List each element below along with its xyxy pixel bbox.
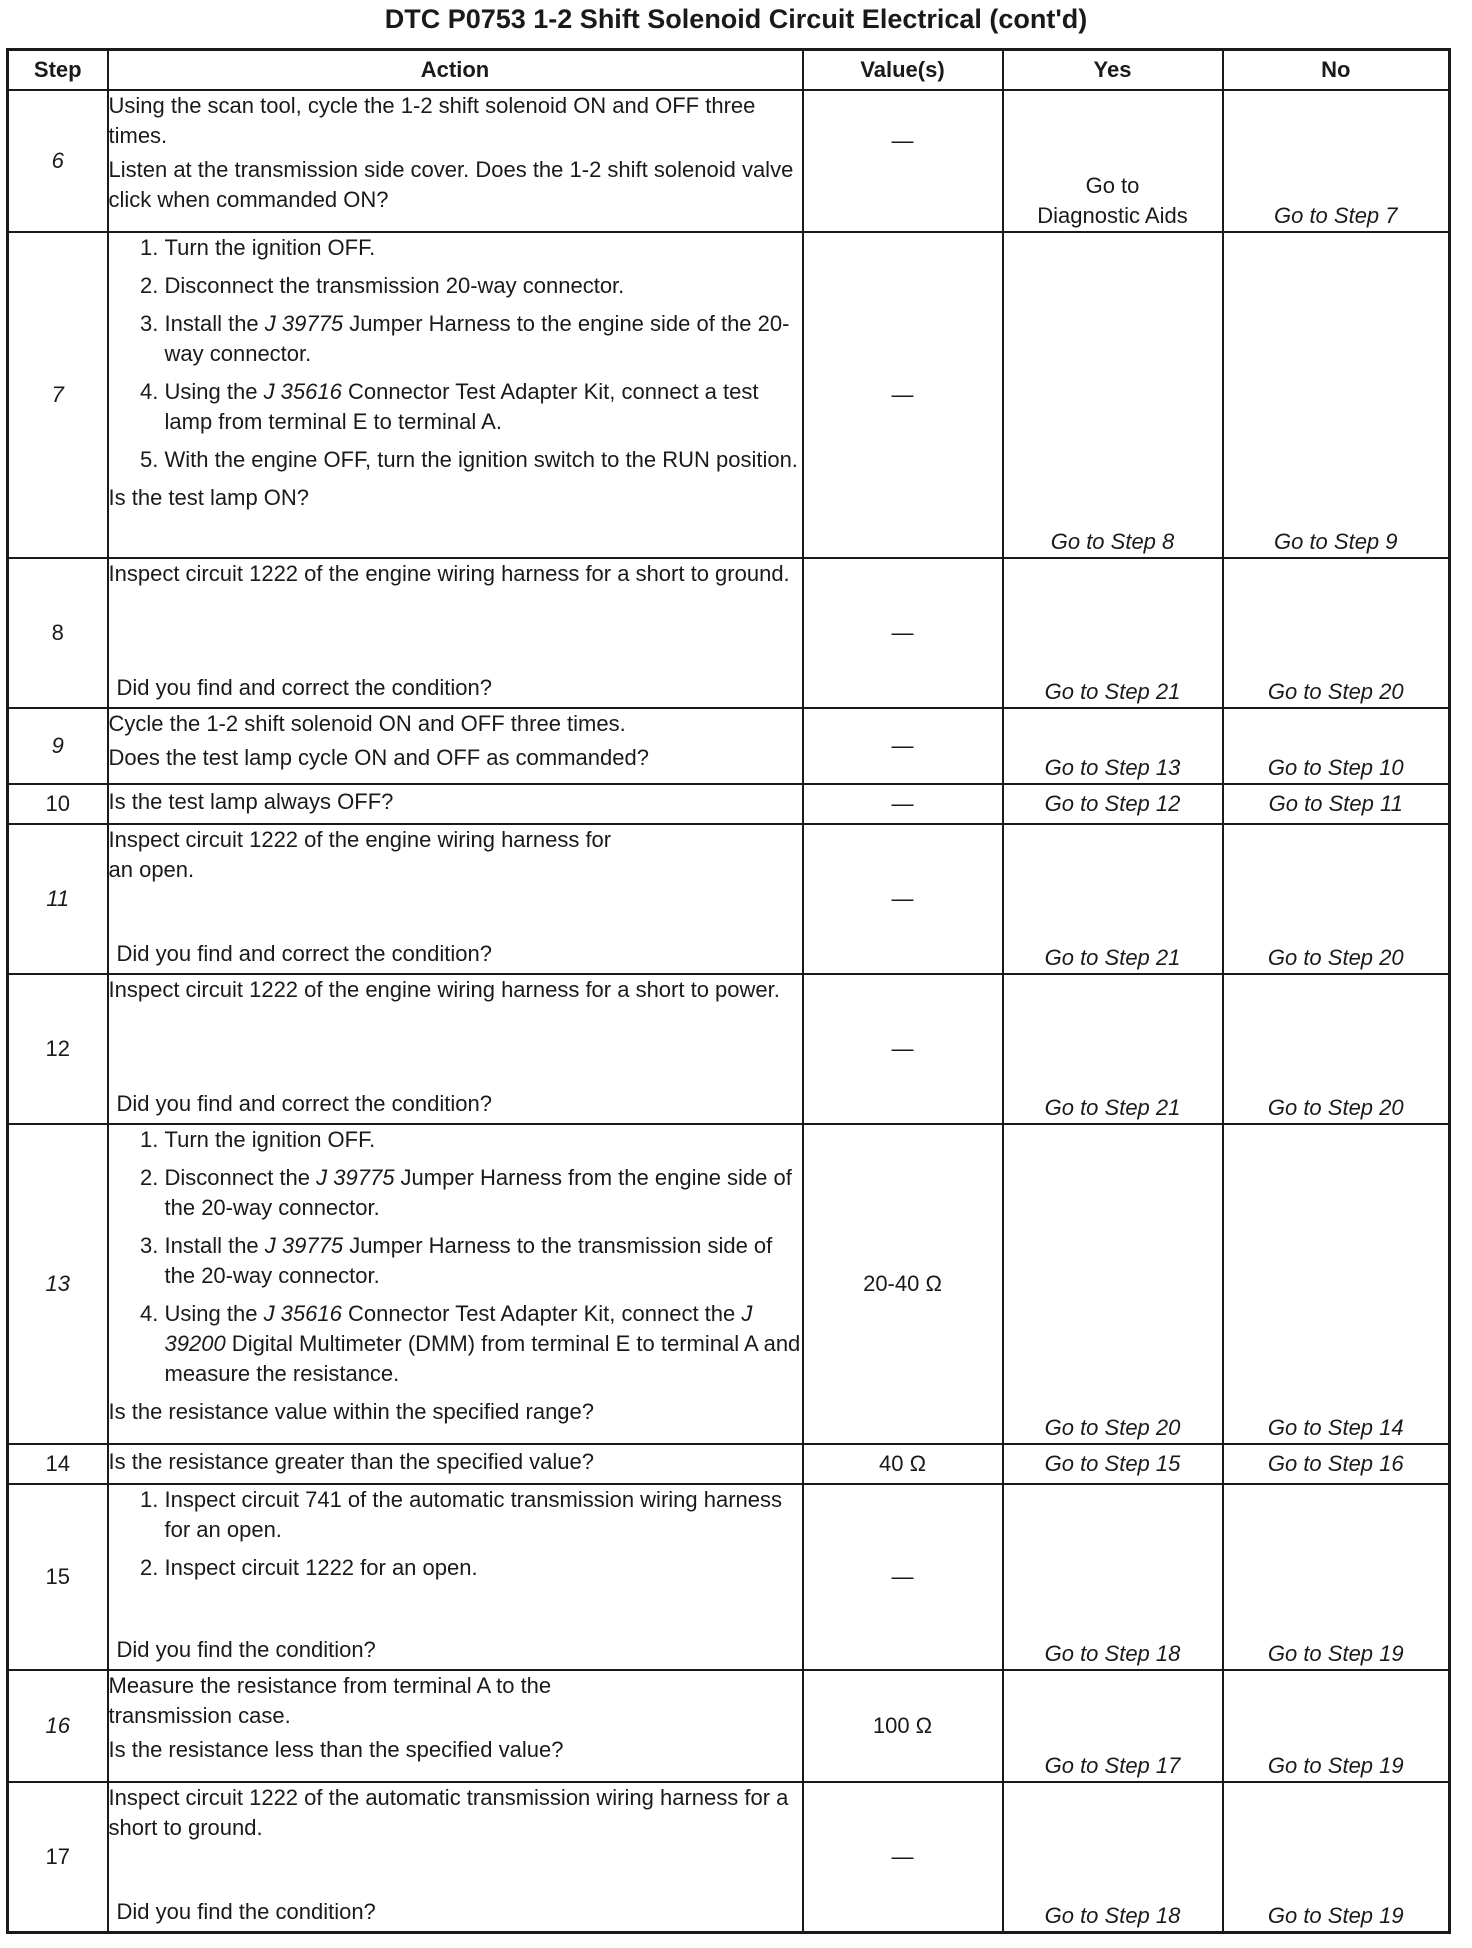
- action-question: Did you find the condition?: [116, 1637, 376, 1662]
- yes-cell: Go to Step 17: [1003, 1670, 1223, 1782]
- step-number: 10: [8, 784, 108, 824]
- action-text: Inspect circuit 1222 of the engine wiring harness for a short to ground.: [108, 561, 790, 586]
- step-number: 13: [8, 1124, 108, 1444]
- table-row: [8, 1484, 1450, 1670]
- no-cell: Go to Step 20: [1223, 824, 1450, 974]
- table-row: [8, 824, 1450, 974]
- table-row: [8, 1670, 1450, 1782]
- no-cell: Go to Step 19: [1223, 1670, 1450, 1782]
- action-question: Is the test lamp ON?: [108, 485, 310, 510]
- list-item: 3. Install the J 39775 Jumper Harness to the engine side of the 20-way connector.: [165, 309, 802, 369]
- action-question: Did you find the condition?: [116, 1898, 376, 1924]
- action-question: Is the test lamp always OFF?: [108, 789, 394, 814]
- action-cell: [108, 784, 803, 824]
- table-row: [8, 708, 1450, 784]
- action-list: [109, 1485, 802, 1583]
- value-cell: —: [803, 1782, 1003, 1932]
- yes-cell: Go to Step 8: [1003, 232, 1223, 558]
- yes-cell: Go to Step 18: [1003, 1484, 1223, 1670]
- list-item: 2. Disconnect the J 39775 Jumper Harness from the engine side of the 20-way connector.: [165, 1163, 802, 1223]
- yes-cell: Go to Step 21: [1003, 558, 1223, 708]
- action-question: Does the test lamp cycle ON and OFF as commanded?: [108, 745, 649, 770]
- action-cell: [108, 558, 803, 708]
- step-number: 7: [8, 232, 108, 558]
- value-cell: 100 Ω: [803, 1670, 1003, 1782]
- value-cell: —: [803, 232, 1003, 558]
- action-cell: [108, 708, 803, 784]
- value-cell: —: [803, 90, 1003, 232]
- no-cell: Go to Step 10: [1223, 708, 1450, 784]
- action-question: Did you find and correct the condition?: [116, 675, 492, 700]
- yes-cell: Go to Step 21: [1003, 824, 1223, 974]
- action-list: [109, 233, 802, 475]
- value-cell: —: [803, 824, 1003, 974]
- action-cell: [108, 1670, 803, 1782]
- tool-number: J 35616: [263, 379, 342, 404]
- action-question: Is the resistance less than the specified value?: [108, 1737, 564, 1762]
- list-item: 5. With the engine OFF, turn the ignition switch to the RUN position.: [165, 445, 802, 475]
- no-cell: Go to Step 19: [1223, 1484, 1450, 1670]
- no-cell: Go to Step 20: [1223, 974, 1450, 1124]
- no-cell: Go to Step 11: [1223, 784, 1450, 824]
- action-cell: [108, 824, 803, 974]
- action-text: Inspect circuit 1222 of the engine wiring harness for a short to power.: [108, 977, 780, 1002]
- action-cell: [108, 232, 803, 558]
- list-item: 4. Using the J 35616 Connector Test Adapter Kit, connect the J 39200 Digital Multimeter (DMM) from terminal E to terminal A and measure the resistance.: [165, 1299, 802, 1389]
- action-text: Inspect circuit 1222 of the automatic transmission wiring harness for a short to ground.: [108, 1785, 789, 1840]
- no-cell: Go to Step 19: [1223, 1782, 1450, 1932]
- action-cell: [108, 1444, 803, 1484]
- yes-cell: Go to Step 15: [1003, 1444, 1223, 1484]
- value-cell: —: [803, 558, 1003, 708]
- action-question: Is the resistance value within the specified range?: [108, 1399, 595, 1424]
- action-text: Measure the resistance from terminal A to the transmission case.: [108, 1673, 552, 1728]
- action-cell: [108, 90, 803, 232]
- tool-number: J 39200: [164, 1301, 753, 1356]
- table-header-row: [8, 50, 1450, 91]
- value-cell: —: [803, 974, 1003, 1124]
- value-cell: 40 Ω: [803, 1444, 1003, 1484]
- header-yes: Yes: [1003, 50, 1223, 91]
- list-item: 1. Turn the ignition OFF.: [165, 233, 802, 263]
- action-cell: [108, 974, 803, 1124]
- action-text: Using the scan tool, cycle the 1-2 shift solenoid ON and OFF three times.: [108, 93, 756, 148]
- value-cell: —: [803, 784, 1003, 824]
- action-text: Cycle the 1-2 shift solenoid ON and OFF three times.: [108, 711, 626, 736]
- yes-cell: [1003, 90, 1223, 232]
- action-question: Is the resistance greater than the specified value?: [108, 1449, 595, 1474]
- diagnostic-table: [6, 48, 1451, 1934]
- list-item: 1. Inspect circuit 741 of the automatic transmission wiring harness for an open.: [165, 1485, 802, 1545]
- action-question: Listen at the transmission side cover. Does the 1-2 shift solenoid valve click when commanded ON?: [108, 157, 794, 212]
- tool-number: J 39775: [316, 1165, 395, 1190]
- table-row: [8, 1444, 1450, 1484]
- table-row: [8, 1782, 1450, 1932]
- step-number: 9: [8, 708, 108, 784]
- table-row: [8, 1124, 1450, 1444]
- value-cell: —: [803, 1484, 1003, 1670]
- action-question: Did you find and correct the condition?: [116, 941, 492, 966]
- action-list: [109, 1125, 802, 1389]
- action-cell: [108, 1782, 803, 1932]
- header-action: Action: [108, 50, 803, 91]
- table-row: [8, 974, 1450, 1124]
- step-number: 8: [8, 558, 108, 708]
- action-question: Did you find and correct the condition?: [116, 1091, 492, 1116]
- step-number: 14: [8, 1444, 108, 1484]
- list-item: 1. Turn the ignition OFF.: [165, 1125, 802, 1155]
- yes-text-line-1: Go to: [1085, 173, 1140, 198]
- list-item: 3. Install the J 39775 Jumper Harness to the transmission side of the 20-way connector.: [165, 1231, 802, 1291]
- step-number: 15: [8, 1484, 108, 1670]
- page-title: DTC P0753 1-2 Shift Solenoid Circuit Electrical (cont'd): [384, 4, 1088, 34]
- table-row: [8, 90, 1450, 232]
- yes-cell: Go to Step 13: [1003, 708, 1223, 784]
- step-number: 11: [8, 824, 108, 974]
- value-cell: —: [803, 708, 1003, 784]
- list-item: 4. Using the J 35616 Connector Test Adapter Kit, connect a test lamp from terminal E to terminal A.: [165, 377, 802, 437]
- header-no: No: [1223, 50, 1450, 91]
- list-item: 2. Disconnect the transmission 20-way connector.: [165, 271, 802, 301]
- list-item: 2. Inspect circuit 1222 for an open.: [165, 1553, 802, 1583]
- tool-number: J 35616: [263, 1301, 342, 1326]
- no-cell: Go to Step 14: [1223, 1124, 1450, 1444]
- action-text: Inspect circuit 1222 of the engine wiring harness for an open.: [108, 827, 612, 882]
- step-number: 16: [8, 1670, 108, 1782]
- no-cell: Go to Step 9: [1223, 232, 1450, 558]
- no-cell: Go to Step 7: [1223, 90, 1450, 232]
- table-row: [8, 232, 1450, 558]
- no-cell: Go to Step 20: [1223, 558, 1450, 708]
- table-row: [8, 784, 1450, 824]
- step-number: 12: [8, 974, 108, 1124]
- action-cell: [108, 1484, 803, 1670]
- header-step: Step: [8, 50, 108, 91]
- no-cell: Go to Step 16: [1223, 1444, 1450, 1484]
- yes-cell: Go to Step 21: [1003, 974, 1223, 1124]
- step-number: 17: [8, 1782, 108, 1932]
- tool-number: J 39775: [264, 311, 344, 336]
- yes-text-line-2: Diagnostic Aids: [1037, 203, 1188, 228]
- tool-number: J 39775: [264, 1233, 344, 1258]
- yes-cell: Go to Step 12: [1003, 784, 1223, 824]
- table-row: [8, 558, 1450, 708]
- yes-cell: Go to Step 20: [1003, 1124, 1223, 1444]
- step-number: 6: [8, 90, 108, 232]
- header-values: Value(s): [803, 50, 1003, 91]
- value-cell: 20-40 Ω: [803, 1124, 1003, 1444]
- yes-cell: Go to Step 18: [1003, 1782, 1223, 1932]
- action-cell: [108, 1124, 803, 1444]
